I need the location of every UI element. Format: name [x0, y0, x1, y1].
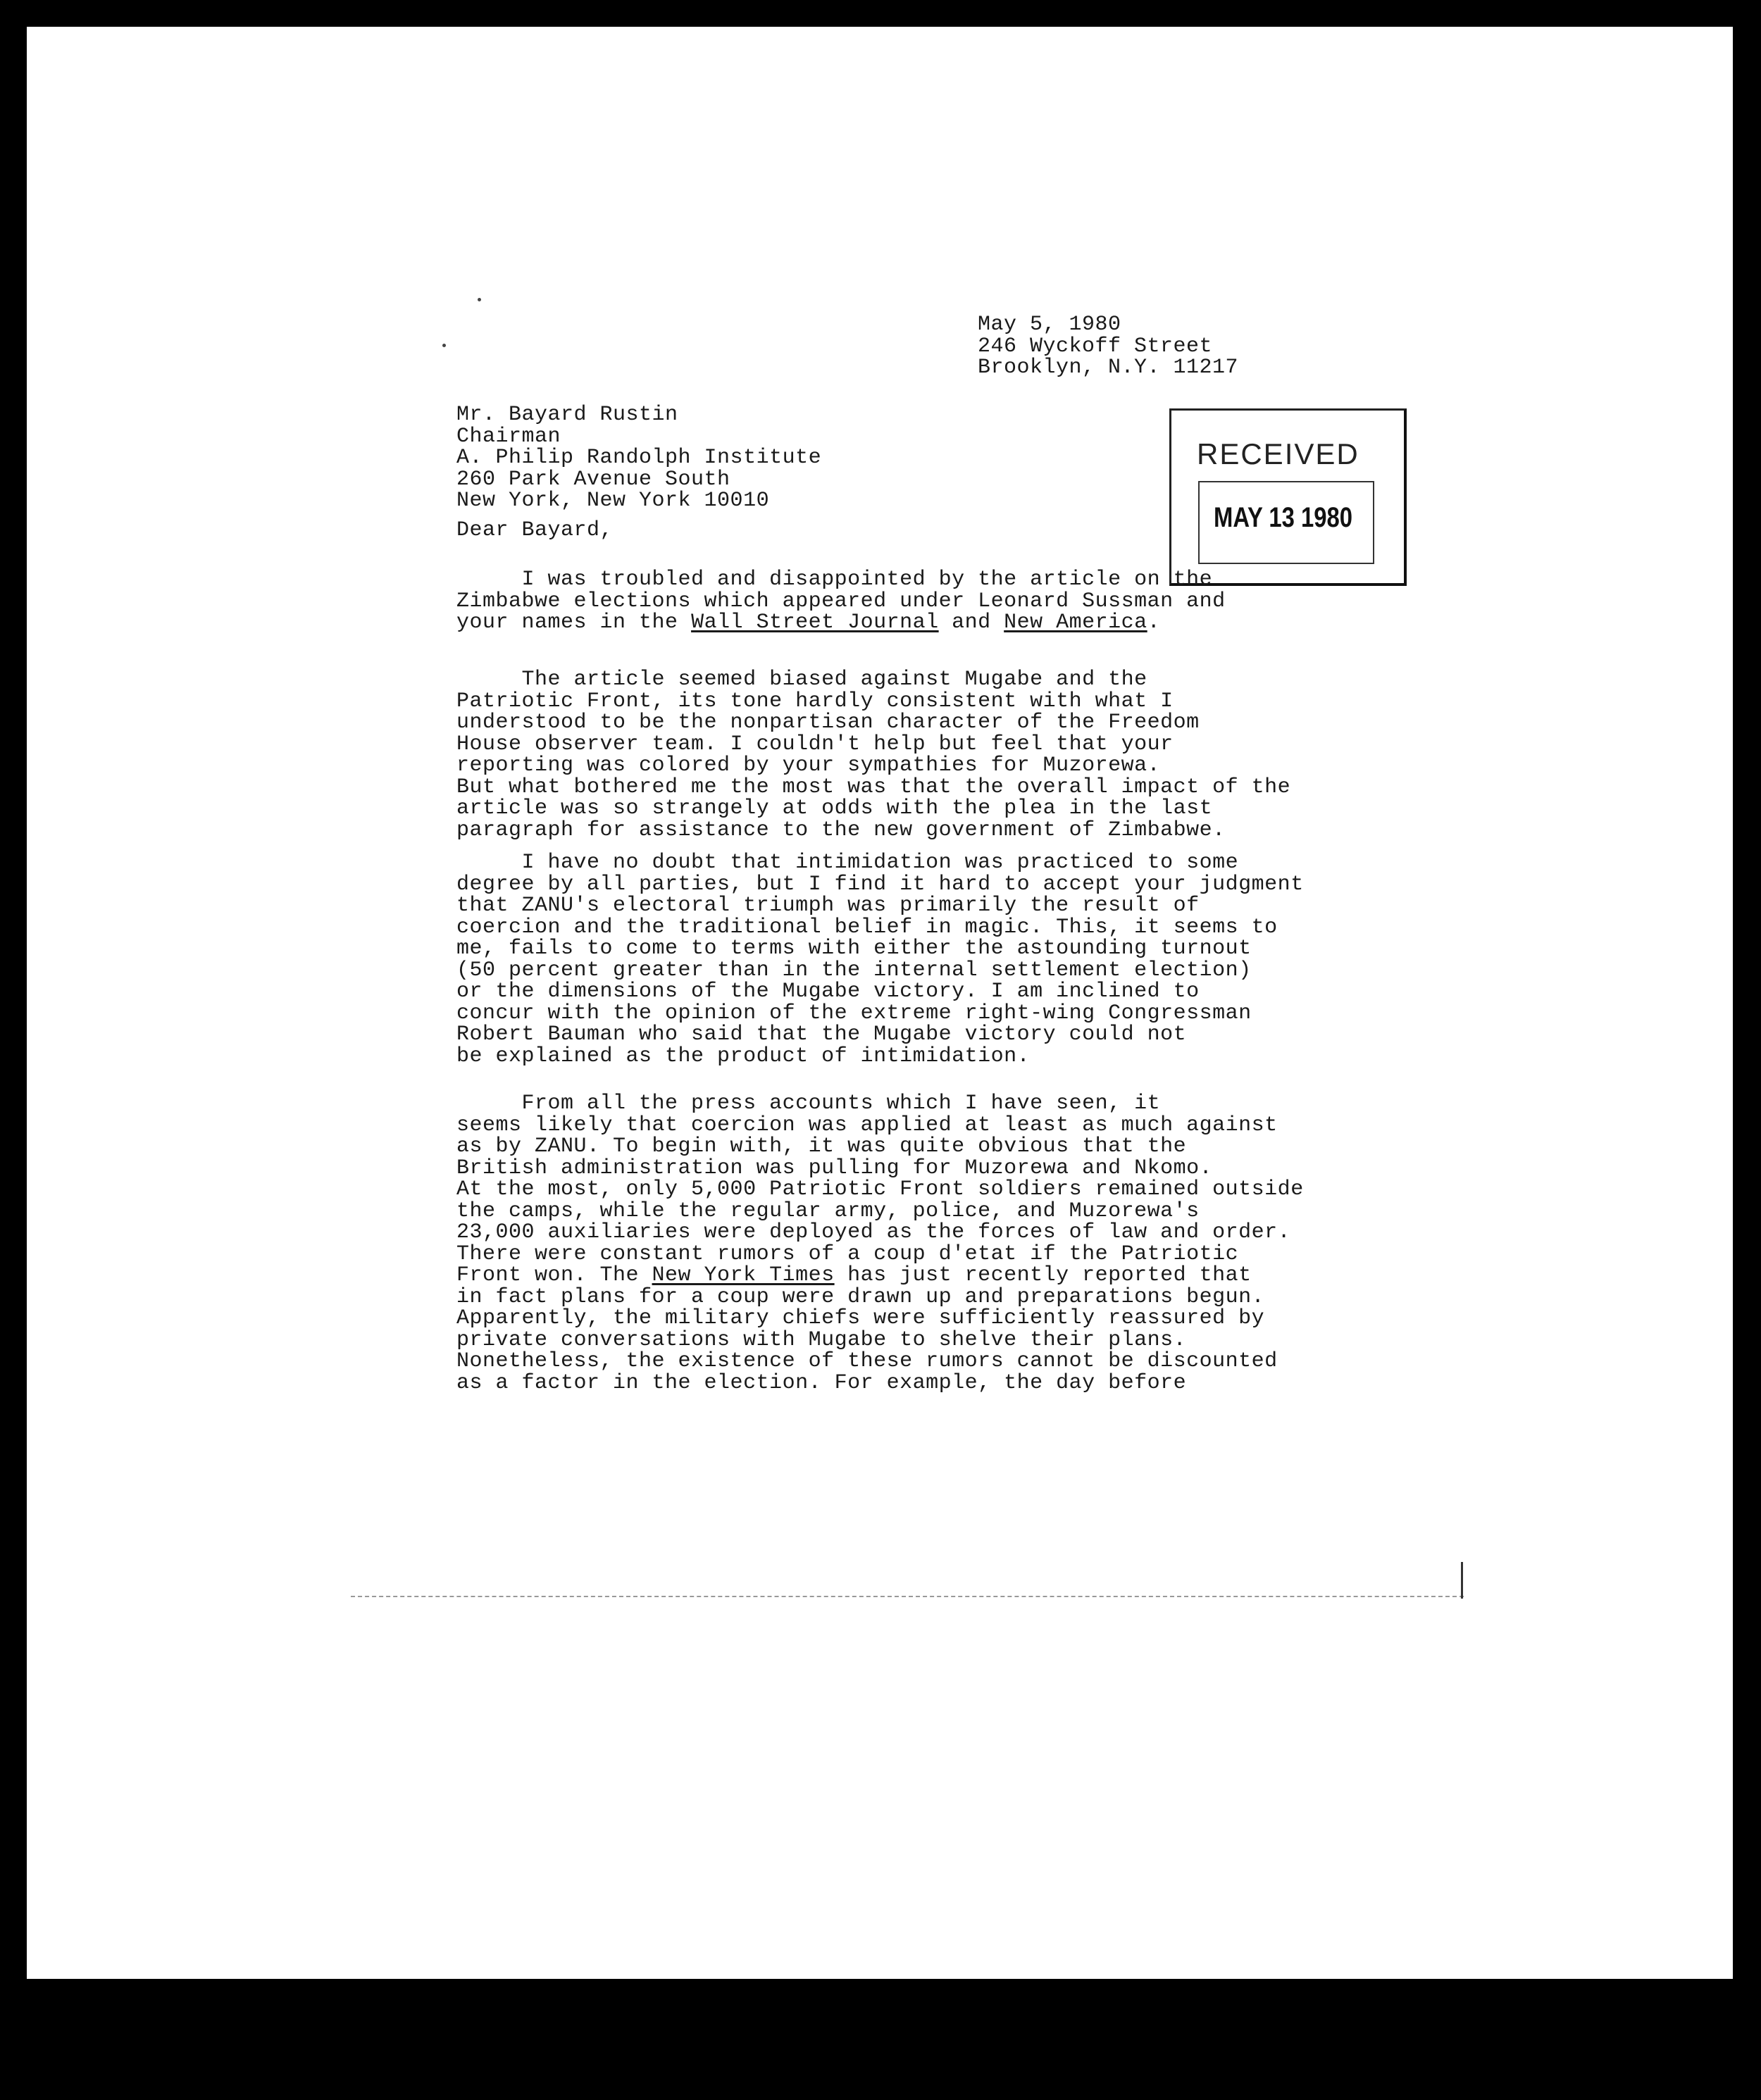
scan-speck [442, 344, 446, 347]
paragraph-line: British administration was pulling for Muzorewa and Nkomo. [456, 1156, 1213, 1180]
paragraph-line: paragraph for assistance to the new government of Zimbabwe. [456, 818, 1226, 842]
paragraph-line: (50 percent greater than in the internal settlement election) [456, 958, 1252, 982]
paragraph-2 [456, 669, 1290, 841]
letter-page [27, 27, 1733, 1979]
paragraph-line: But what bothered me the most was that the overall impact of the [456, 775, 1291, 799]
recipient-address [456, 404, 821, 512]
paragraph-line: understood to be the nonpartisan character of the Freedom [456, 711, 1200, 735]
stamp-date: MAY 13 1980 [1214, 502, 1352, 533]
paragraph-line: Zimbabwe elections which appeared under Leonard Sussman and [456, 589, 1226, 613]
paragraph-line: House observer team. I couldn't help but feel that your [456, 732, 1174, 756]
paragraph-line: Patriotic Front, its tone hardly consistent with what I [456, 689, 1174, 713]
line-text: and [938, 611, 1004, 635]
line-text: has just recently reported that [834, 1263, 1252, 1287]
received-stamp [1169, 408, 1407, 586]
sender-address [978, 314, 1238, 379]
paragraph-line: reporting was colored by your sympathies for Muzorewa. [456, 754, 1161, 777]
recipient-organization: A. Philip Randolph Institute [456, 446, 822, 470]
scan-artifact-edge [1461, 1562, 1463, 1599]
paragraph-line: article was so strangely at odds with the plea in the last [456, 796, 1213, 820]
stamp-date-box [1198, 481, 1374, 564]
paragraph-line: degree by all parties, but I find it hard to accept your judgment [456, 872, 1304, 896]
paragraph-line: the camps, while the regular army, police, and Muzorewa's [456, 1199, 1200, 1223]
paragraph-line [456, 1265, 1304, 1287]
paragraph-line: I have no doubt that intimidation was practiced to some [456, 851, 1239, 875]
paragraph-line: There were constant rumors of a coup d'etat if the Patriotic [456, 1242, 1239, 1266]
paragraph-line: 23,000 auxiliaries were deployed as the forces of law and order. [456, 1220, 1291, 1244]
publication-title: New York Times [652, 1263, 835, 1287]
paragraph-line [456, 612, 1226, 634]
paragraph-line: I was troubled and disappointed by the article on the [456, 568, 1213, 592]
scan-artifact-line [351, 1596, 1464, 1597]
stamp-label: RECEIVED [1197, 437, 1359, 470]
paragraph-line: that ZANU's electoral triumph was primarily the result of [456, 894, 1200, 918]
paragraph-3 [456, 852, 1304, 1067]
paragraph-line: as a factor in the election. For example, the day before [456, 1370, 1187, 1395]
sender-city: Brooklyn, N.Y. 11217 [978, 356, 1239, 380]
paragraph-line: in fact plans for a coup were drawn up and preparations begun. [456, 1285, 1265, 1309]
paragraph-line: The article seemed biased against Mugabe and the [456, 668, 1147, 692]
paragraph-line: Nonetheless, the existence of these rumors cannot be discounted [456, 1349, 1278, 1373]
scan-speck [478, 298, 481, 301]
recipient-name: Mr. Bayard Rustin [456, 403, 678, 427]
recipient-city: New York, New York 10010 [456, 489, 770, 513]
publication-title: Wall Street Journal [691, 611, 939, 635]
paragraph-line: be explained as the product of intimidation. [456, 1044, 1031, 1068]
paragraph-line: concur with the opinion of the extreme right-wing Congressman [456, 1001, 1252, 1025]
line-text: your names in the [456, 611, 692, 635]
recipient-street: 260 Park Avenue South [456, 467, 730, 492]
paragraph-line: From all the press accounts which I have seen, it [456, 1092, 1161, 1115]
paragraph-line: me, fails to come to terms with either the astounding turnout [456, 937, 1252, 961]
paragraph-line: seems likely that coercion was applied at least as much against [456, 1113, 1278, 1137]
paragraph-line: Robert Bauman who said that the Mugabe victory could not [456, 1023, 1187, 1046]
paragraph-1 [456, 569, 1226, 634]
paragraph-4 [456, 1093, 1304, 1394]
paragraph-line: as by ZANU. To begin with, it was quite obvious that the [456, 1135, 1187, 1158]
sender-street: 246 Wyckoff Street [978, 334, 1213, 358]
paragraph-line: coercion and the traditional belief in magic. This, it seems to [456, 915, 1278, 939]
recipient-title: Chairman [456, 424, 561, 449]
letter-date: May 5, 1980 [978, 313, 1121, 337]
paragraph-line: Apparently, the military chiefs were sufficiently reassured by [456, 1306, 1265, 1330]
paragraph-line: or the dimensions of the Mugabe victory. I am inclined to [456, 980, 1200, 1004]
line-text: Front won. The [456, 1263, 652, 1287]
salutation: Dear Bayard, [456, 518, 614, 542]
paragraph-line: At the most, only 5,000 Patriotic Front soldiers remained outside [456, 1177, 1304, 1201]
publication-title: New America [1004, 611, 1147, 635]
line-text: . [1147, 611, 1161, 635]
paragraph-line: private conversations with Mugabe to shelve their plans. [456, 1327, 1187, 1352]
